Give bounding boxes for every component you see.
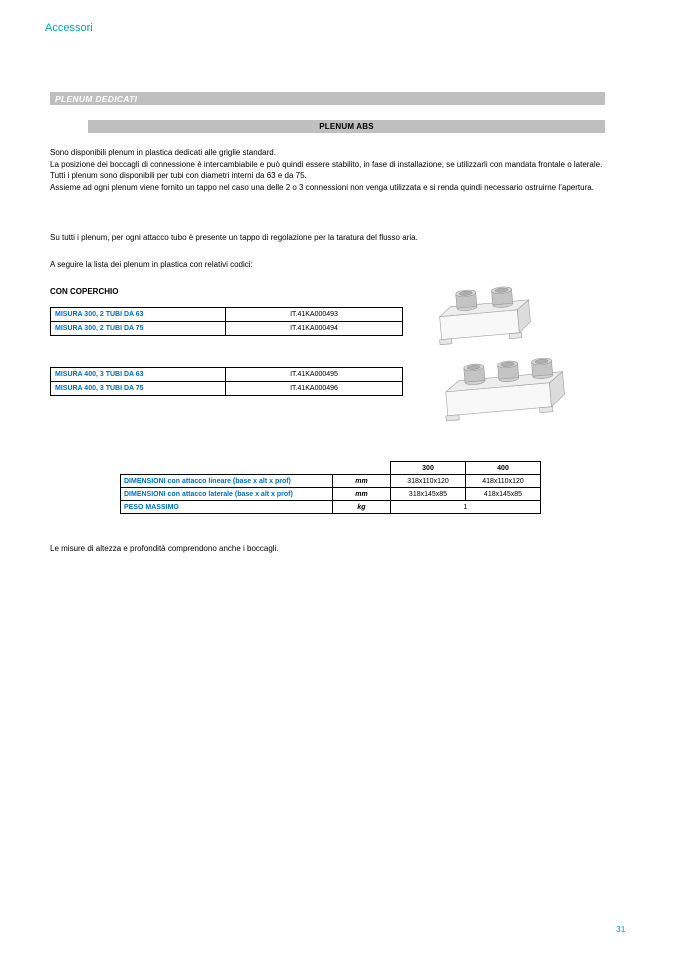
dimension-label: PESO MASSIMO xyxy=(121,501,333,514)
code-table-misura-400 xyxy=(50,367,403,396)
table-row xyxy=(51,308,403,322)
paragraph-lista-codici: A seguire la lista dei plenum in plastica con relativi codici: xyxy=(50,260,253,269)
intro-paragraphs xyxy=(50,147,607,193)
table-row xyxy=(121,488,541,501)
heading-con-coperchio: CON COPERCHIO xyxy=(50,287,119,296)
dimension-unit: kg xyxy=(333,501,391,514)
dimension-value-400: 418x145x85 xyxy=(466,488,541,501)
product-label: MISURA 400, 3 TUBI DA 63 xyxy=(51,368,226,382)
dimension-unit: mm xyxy=(333,475,391,488)
intro-paragraph: Assieme ad ogni plenum viene fornito un tappo nel caso una delle 2 o 3 connessioni non venga utilizzata e si renda quindi necessario ostruirne l’apertura. xyxy=(50,182,594,192)
dimension-value-400: 418x110x120 xyxy=(466,475,541,488)
weight-value: 1 xyxy=(391,501,541,514)
table-header-row xyxy=(121,462,541,475)
code-table-misura-300 xyxy=(50,307,403,336)
section-title: PLENUM DEDICATI xyxy=(55,93,138,104)
dimension-value-300: 318x145x85 xyxy=(391,488,466,501)
product-label: MISURA 300, 2 TUBI DA 75 xyxy=(51,322,226,336)
product-label: MISURA 400, 3 TUBI DA 75 xyxy=(51,382,226,396)
subsection-title-bar xyxy=(88,120,605,133)
product-code: IT.41KA000496 xyxy=(226,382,403,396)
page-header: Accessori xyxy=(45,22,93,34)
empty-cell xyxy=(333,462,391,475)
intro-paragraph: La posizione dei boccagli di connessione è intercambiabile e può quindi essere stabilito, in fase di installazione, se utilizzarli con mandata frontale o laterale. xyxy=(50,159,603,169)
paragraph-regolazione: Su tutti i plenum, per ogni attacco tubo è presente un tappo di regolazione per la taratura del flusso aria. xyxy=(50,233,418,242)
dimension-unit: mm xyxy=(333,488,391,501)
intro-paragraph: Sono disponibili plenum in plastica dedicati alle griglie standard. xyxy=(50,148,276,157)
product-code: IT.41KA000493 xyxy=(226,308,403,322)
intro-paragraph: Tutti i plenum sono disponibili per tubi con diametri interni da 63 e da 75. xyxy=(50,171,307,180)
dimension-label: DIMENSIONI con attacco lineare (base x alt x prof) xyxy=(121,475,333,488)
table-row xyxy=(121,501,541,514)
product-code: IT.41KA000494 xyxy=(226,322,403,336)
page-number: 31 xyxy=(616,924,626,934)
dimension-value-300: 318x110x120 xyxy=(391,475,466,488)
empty-cell xyxy=(121,462,333,475)
plenum-3-tubes-illustration xyxy=(432,347,572,429)
dimension-label: DIMENSIONI con attacco laterale (base x alt x prof) xyxy=(121,488,333,501)
product-label: MISURA 300, 2 TUBI DA 63 xyxy=(51,308,226,322)
dimensions-table xyxy=(120,461,541,514)
footnote: Le misure di altezza e profondità comprendono anche i boccagli. xyxy=(50,544,279,553)
subsection-title: PLENUM ABS xyxy=(319,122,374,131)
table-row xyxy=(51,368,403,382)
column-header-300: 300 xyxy=(391,462,466,475)
table-row xyxy=(51,322,403,336)
table-row xyxy=(51,382,403,396)
plenum-3-tubes-image xyxy=(432,347,572,434)
table-row xyxy=(121,475,541,488)
plenum-2-tubes-illustration xyxy=(428,279,536,351)
plenum-2-tubes-image xyxy=(428,279,536,356)
product-code: IT.41KA000495 xyxy=(226,368,403,382)
section-title-bar xyxy=(50,92,605,105)
column-header-400: 400 xyxy=(466,462,541,475)
